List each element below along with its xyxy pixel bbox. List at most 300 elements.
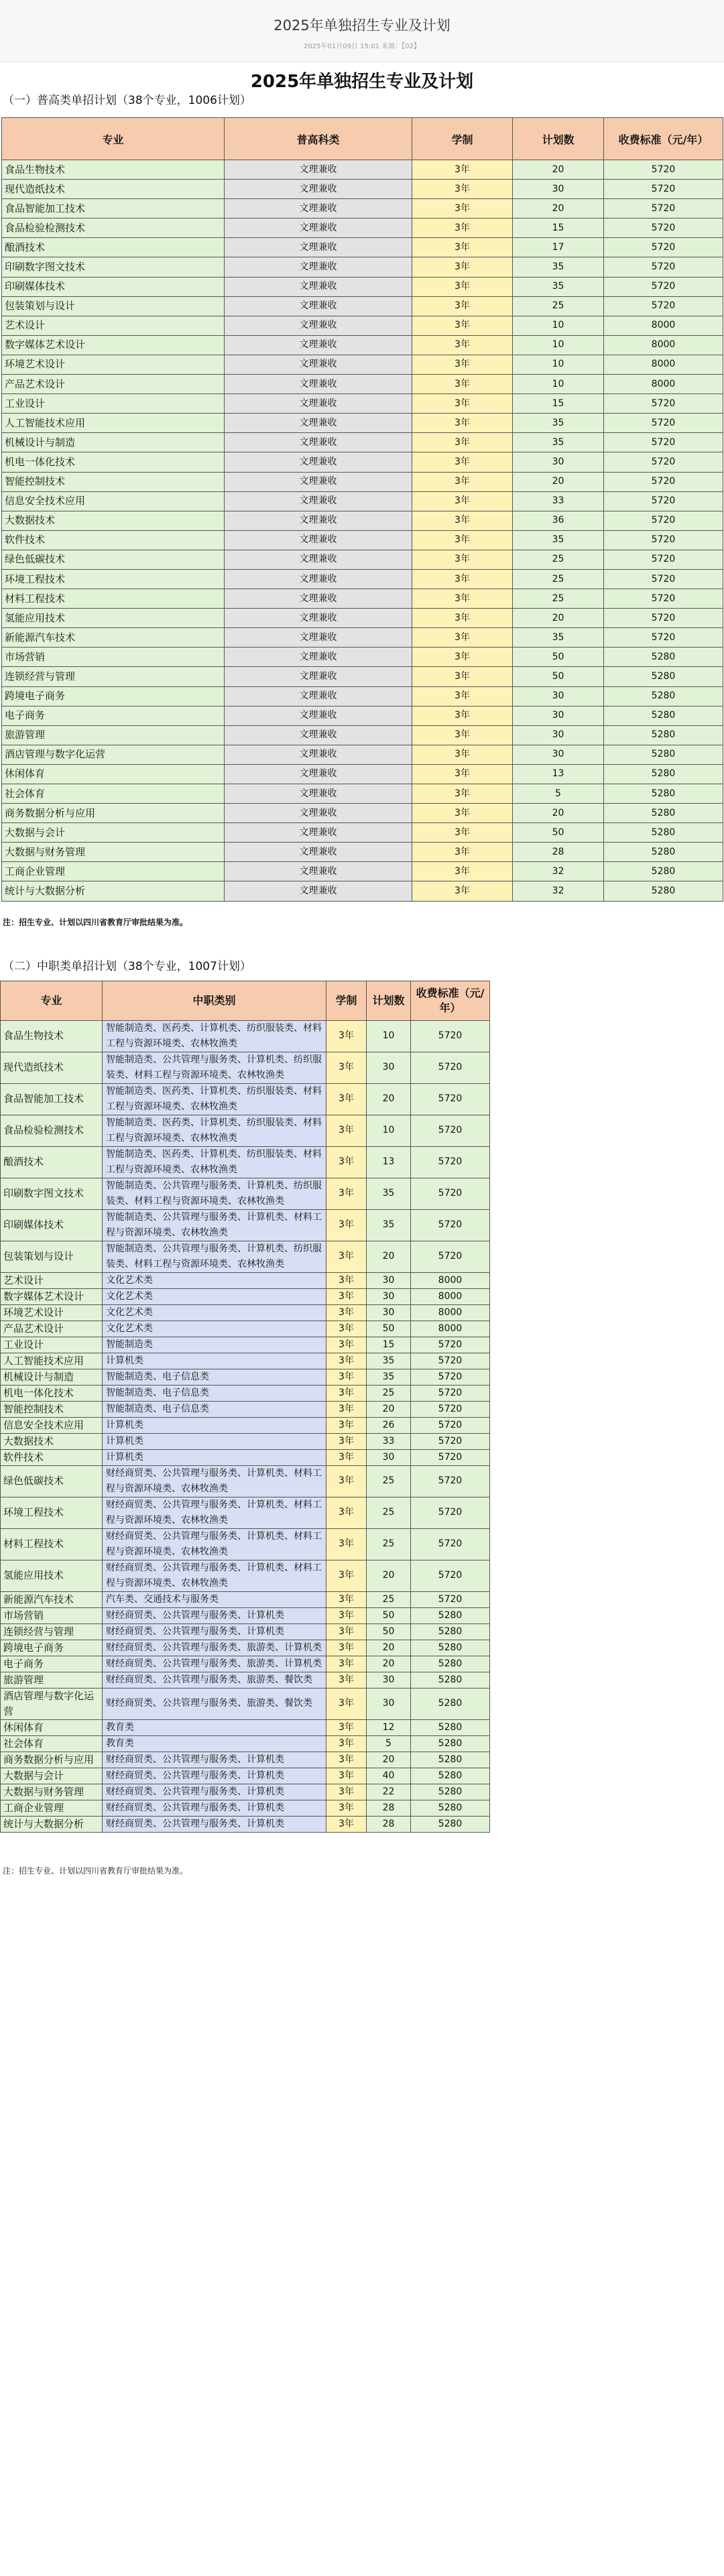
fee-cell: 5720 — [411, 1433, 490, 1449]
column-header-major: 专业 — [1, 981, 103, 1020]
fee-cell: 5720 — [604, 433, 723, 452]
category-cell: 文理兼收 — [225, 628, 412, 648]
major-cell: 酿酒技术 — [2, 238, 225, 257]
fee-cell: 5280 — [411, 1784, 490, 1800]
duration-cell: 3年 — [412, 569, 513, 589]
table-row — [2, 199, 723, 219]
quota-cell: 20 — [367, 1656, 411, 1672]
category-cell: 文理兼收 — [225, 335, 412, 355]
quota-cell: 30 — [367, 1688, 411, 1719]
category-cell: 智能制造类、电子信息类 — [103, 1385, 326, 1401]
section1-heading: （一）普高类单招计划（38个专业，1006计划） — [3, 94, 251, 107]
quota-cell: 36 — [513, 511, 604, 530]
duration-cell: 3年 — [326, 1497, 367, 1528]
quota-cell: 25 — [367, 1465, 411, 1497]
fee-cell: 5280 — [604, 764, 723, 784]
duration-cell: 3年 — [412, 238, 513, 257]
quota-cell: 15 — [513, 219, 604, 238]
fee-cell: 5280 — [411, 1719, 490, 1735]
table-row — [2, 745, 723, 764]
fee-cell: 5280 — [604, 706, 723, 725]
section2-note: 注：招生专业、计划以四川省教育厅审批结果为准。 — [3, 1865, 188, 1876]
category-cell: 文理兼收 — [225, 472, 412, 491]
category-cell: 财经商贸类、公共管理与服务类、计算机类 — [103, 1816, 326, 1832]
fee-cell: 5720 — [604, 609, 723, 628]
fee-cell: 5720 — [411, 1497, 490, 1528]
fee-cell: 5720 — [411, 1337, 490, 1353]
fee-cell: 8000 — [411, 1321, 490, 1337]
category-cell: 文化艺术类 — [103, 1321, 326, 1337]
fee-cell: 5280 — [411, 1800, 490, 1816]
duration-cell: 3年 — [412, 609, 513, 628]
category-cell: 文理兼收 — [225, 491, 412, 511]
quota-cell: 30 — [367, 1288, 411, 1304]
duration-cell: 3年 — [326, 1719, 367, 1735]
quota-cell: 20 — [513, 804, 604, 823]
category-cell: 财经商贸类、公共管理与服务类、计算机类 — [103, 1784, 326, 1800]
table-row — [2, 628, 723, 648]
table-row — [2, 160, 723, 180]
document-title: 2025年单独招生专业及计划 — [250, 72, 474, 92]
section1-note: 注：招生专业、计划以四川省教育厅审批结果为准。 — [3, 917, 188, 927]
fee-cell: 5280 — [604, 725, 723, 745]
duration-cell: 3年 — [326, 1688, 367, 1719]
quota-cell: 30 — [367, 1304, 411, 1321]
fee-cell: 5720 — [411, 1353, 490, 1369]
major-cell: 休闲体育 — [1, 1719, 103, 1735]
table-row — [1, 1020, 490, 1052]
duration-cell: 3年 — [412, 394, 513, 414]
major-cell: 信息安全技术应用 — [2, 491, 225, 511]
column-header-major: 专业 — [2, 118, 225, 160]
duration-cell: 3年 — [412, 784, 513, 804]
quota-cell: 35 — [513, 433, 604, 452]
table-row — [1, 1816, 490, 1832]
major-cell: 食品检验检测技术 — [2, 219, 225, 238]
table-row — [1, 1640, 490, 1656]
duration-cell: 3年 — [326, 1241, 367, 1272]
table-row — [2, 667, 723, 686]
duration-cell: 3年 — [326, 1052, 367, 1083]
table-row — [1, 1288, 490, 1304]
major-cell: 统计与大数据分析 — [1, 1816, 103, 1832]
category-cell: 文理兼收 — [225, 589, 412, 609]
major-cell: 电子商务 — [2, 706, 225, 725]
fee-cell: 8000 — [411, 1304, 490, 1321]
table-row — [1, 1449, 490, 1465]
category-cell: 文理兼收 — [225, 667, 412, 686]
category-cell: 文理兼收 — [225, 238, 412, 257]
major-cell: 大数据技术 — [2, 511, 225, 530]
category-cell: 文理兼收 — [225, 160, 412, 180]
duration-cell: 3年 — [326, 1752, 367, 1768]
duration-cell: 3年 — [412, 843, 513, 862]
duration-cell: 3年 — [326, 1385, 367, 1401]
quota-cell: 30 — [513, 452, 604, 472]
quota-cell: 20 — [367, 1401, 411, 1417]
quota-cell: 30 — [367, 1672, 411, 1688]
major-cell: 包装策划与设计 — [1, 1241, 103, 1272]
fee-cell: 5720 — [604, 180, 723, 199]
table-row — [2, 648, 723, 667]
category-cell: 文理兼收 — [225, 881, 412, 901]
duration-cell: 3年 — [326, 1449, 367, 1465]
fee-cell: 8000 — [411, 1288, 490, 1304]
major-cell: 工商企业管理 — [1, 1800, 103, 1816]
major-cell: 印刷媒体技术 — [1, 1209, 103, 1241]
major-cell: 跨境电子商务 — [1, 1640, 103, 1656]
quota-cell: 17 — [513, 238, 604, 257]
category-cell: 文理兼收 — [225, 823, 412, 843]
major-cell: 机电一体化技术 — [1, 1385, 103, 1401]
table-row — [1, 1752, 490, 1768]
major-cell: 市场营销 — [2, 648, 225, 667]
quota-cell: 35 — [367, 1369, 411, 1385]
major-cell: 软件技术 — [1, 1449, 103, 1465]
table-row — [1, 1560, 490, 1591]
duration-cell: 3年 — [326, 1656, 367, 1672]
major-cell: 市场营销 — [1, 1607, 103, 1623]
table-row — [1, 1241, 490, 1272]
duration-cell: 3年 — [326, 1337, 367, 1353]
quota-cell: 30 — [367, 1272, 411, 1288]
major-cell: 连锁经营与管理 — [2, 667, 225, 686]
duration-cell: 3年 — [412, 823, 513, 843]
major-cell: 社会体育 — [1, 1735, 103, 1752]
quota-cell: 50 — [513, 823, 604, 843]
category-cell: 智能制造类、医药类、计算机类、纺织服装类、材料工程与资源环境类、农林牧渔类 — [103, 1115, 326, 1146]
quota-cell: 20 — [367, 1752, 411, 1768]
duration-cell: 3年 — [326, 1353, 367, 1369]
category-cell: 文理兼收 — [225, 375, 412, 394]
category-cell: 财经商贸类、公共管理与服务类、计算机类、材料工程与资源环境类、农林牧渔类 — [103, 1497, 326, 1528]
fee-cell: 5720 — [411, 1401, 490, 1417]
fee-cell: 5280 — [604, 862, 723, 881]
major-cell: 环境工程技术 — [2, 569, 225, 589]
category-cell: 智能制造类、医药类、计算机类、纺织服装类、材料工程与资源环境类、农林牧渔类 — [103, 1146, 326, 1178]
major-cell: 数字媒体艺术设计 — [1, 1288, 103, 1304]
duration-cell: 3年 — [412, 335, 513, 355]
major-cell: 现代造纸技术 — [2, 180, 225, 199]
category-cell: 财经商贸类、公共管理与服务类、计算机类、材料工程与资源环境类、农林牧渔类 — [103, 1560, 326, 1591]
fee-cell: 8000 — [604, 335, 723, 355]
table-row — [1, 1417, 490, 1433]
fee-cell: 5720 — [604, 219, 723, 238]
major-cell: 智能控制技术 — [1, 1401, 103, 1417]
duration-cell: 3年 — [412, 219, 513, 238]
quota-cell: 25 — [367, 1497, 411, 1528]
quota-cell: 25 — [367, 1528, 411, 1560]
major-cell: 现代造纸技术 — [1, 1052, 103, 1083]
duration-cell: 3年 — [412, 296, 513, 316]
major-cell: 人工智能技术应用 — [2, 414, 225, 433]
table-row — [1, 1688, 490, 1719]
fee-cell: 5280 — [604, 745, 723, 764]
duration-cell: 3年 — [412, 472, 513, 491]
quota-cell: 10 — [367, 1115, 411, 1146]
category-cell: 文理兼收 — [225, 648, 412, 667]
quota-cell: 32 — [513, 881, 604, 901]
fee-cell: 8000 — [604, 375, 723, 394]
fee-cell: 5720 — [411, 1465, 490, 1497]
table-row — [1, 1591, 490, 1607]
major-cell: 环境工程技术 — [1, 1497, 103, 1528]
duration-cell: 3年 — [326, 1465, 367, 1497]
quota-cell: 5 — [367, 1735, 411, 1752]
fee-cell: 5720 — [411, 1528, 490, 1560]
category-cell: 文理兼收 — [225, 764, 412, 784]
column-header-category: 普高科类 — [225, 118, 412, 160]
fee-cell: 5720 — [411, 1020, 490, 1052]
major-cell: 食品智能加工技术 — [2, 199, 225, 219]
fee-cell: 5720 — [411, 1083, 490, 1115]
table-row — [2, 823, 723, 843]
table-row — [1, 1401, 490, 1417]
duration-cell: 3年 — [412, 745, 513, 764]
quota-cell: 12 — [367, 1719, 411, 1735]
major-cell: 工业设计 — [2, 394, 225, 414]
duration-cell: 3年 — [412, 433, 513, 452]
duration-cell: 3年 — [326, 1401, 367, 1417]
table-row — [1, 1385, 490, 1401]
duration-cell: 3年 — [412, 628, 513, 648]
fee-cell: 5720 — [604, 550, 723, 569]
fee-cell: 5280 — [411, 1768, 490, 1784]
category-cell: 计算机类 — [103, 1353, 326, 1369]
header-title: 2025年单独招生专业及计划 — [274, 17, 450, 34]
major-cell: 材料工程技术 — [1, 1528, 103, 1560]
major-cell: 机械设计与制造 — [1, 1369, 103, 1385]
table-row — [2, 862, 723, 881]
category-cell: 计算机类 — [103, 1417, 326, 1433]
column-header-fee: 收费标准（元/年） — [411, 981, 490, 1020]
category-cell: 文理兼收 — [225, 511, 412, 530]
table-row — [2, 452, 723, 472]
table-row — [1, 1115, 490, 1146]
major-cell: 环境艺术设计 — [1, 1304, 103, 1321]
table-row — [2, 316, 723, 335]
category-cell: 文理兼收 — [225, 745, 412, 764]
major-cell: 印刷数字图文技术 — [2, 257, 225, 277]
duration-cell: 3年 — [412, 180, 513, 199]
duration-cell: 3年 — [326, 1020, 367, 1052]
duration-cell: 3年 — [326, 1083, 367, 1115]
table-row — [1, 1623, 490, 1640]
fee-cell: 5720 — [604, 491, 723, 511]
fee-cell: 5280 — [411, 1752, 490, 1768]
header-meta: 2025年01月09日 15:01 来源：【02】 — [304, 43, 420, 50]
table-row — [2, 277, 723, 296]
quota-cell: 10 — [513, 335, 604, 355]
duration-cell: 3年 — [326, 1528, 367, 1560]
quota-cell: 20 — [367, 1640, 411, 1656]
major-cell: 信息安全技术应用 — [1, 1417, 103, 1433]
quota-cell: 10 — [513, 355, 604, 374]
category-cell: 文理兼收 — [225, 804, 412, 823]
duration-cell: 3年 — [326, 1417, 367, 1433]
quota-cell: 50 — [367, 1321, 411, 1337]
category-cell: 财经商贸类、公共管理与服务类、计算机类 — [103, 1800, 326, 1816]
table-row — [2, 784, 723, 804]
quota-cell: 35 — [367, 1209, 411, 1241]
category-cell: 文理兼收 — [225, 180, 412, 199]
fee-cell: 5280 — [604, 667, 723, 686]
fee-cell: 5720 — [604, 452, 723, 472]
table-row — [1, 1369, 490, 1385]
category-cell: 财经商贸类、公共管理与服务类、计算机类 — [103, 1768, 326, 1784]
category-cell: 文理兼收 — [225, 452, 412, 472]
fee-cell: 5720 — [411, 1417, 490, 1433]
table-row — [1, 1146, 490, 1178]
column-header-category: 中职类别 — [103, 981, 326, 1020]
quota-cell: 10 — [513, 375, 604, 394]
category-cell: 文化艺术类 — [103, 1288, 326, 1304]
category-cell: 财经商贸类、公共管理与服务类、计算机类、材料工程与资源环境类、农林牧渔类 — [103, 1465, 326, 1497]
fee-cell: 5280 — [604, 648, 723, 667]
quota-cell: 25 — [513, 569, 604, 589]
fee-cell: 5720 — [411, 1178, 490, 1209]
table-row — [1, 1321, 490, 1337]
quota-cell: 32 — [513, 862, 604, 881]
major-cell: 艺术设计 — [2, 316, 225, 335]
category-cell: 文理兼收 — [225, 725, 412, 745]
quota-cell: 28 — [513, 843, 604, 862]
column-header-quota: 计划数 — [513, 118, 604, 160]
fee-cell: 5280 — [411, 1688, 490, 1719]
duration-cell: 3年 — [326, 1272, 367, 1288]
category-cell: 文化艺术类 — [103, 1272, 326, 1288]
quota-cell: 50 — [513, 667, 604, 686]
quota-cell: 30 — [367, 1449, 411, 1465]
column-header-duration: 学制 — [412, 118, 513, 160]
category-cell: 智能制造类、公共管理与服务类、计算机类、纺织服装类、材料工程与资源环境类、农林牧渔类 — [103, 1241, 326, 1272]
quota-cell: 20 — [367, 1083, 411, 1115]
major-cell: 绿色低碳技术 — [2, 550, 225, 569]
duration-cell: 3年 — [412, 706, 513, 725]
table-row — [2, 804, 723, 823]
table-row — [2, 511, 723, 530]
major-cell: 电子商务 — [1, 1656, 103, 1672]
category-cell: 文理兼收 — [225, 784, 412, 804]
fee-cell: 5720 — [411, 1449, 490, 1465]
duration-cell: 3年 — [412, 316, 513, 335]
table-row — [2, 414, 723, 433]
duration-cell: 3年 — [412, 550, 513, 569]
quota-cell: 40 — [367, 1768, 411, 1784]
fee-cell: 5280 — [604, 823, 723, 843]
category-cell: 计算机类 — [103, 1449, 326, 1465]
fee-cell: 5720 — [411, 1385, 490, 1401]
major-cell: 智能控制技术 — [2, 472, 225, 491]
major-cell: 酒店管理与数字化运营 — [2, 745, 225, 764]
duration-cell: 3年 — [326, 1433, 367, 1449]
major-cell: 环境艺术设计 — [2, 355, 225, 374]
duration-cell: 3年 — [412, 804, 513, 823]
quota-cell: 35 — [513, 414, 604, 433]
table-row — [1, 1497, 490, 1528]
table-row — [2, 375, 723, 394]
table-header-row — [2, 118, 723, 160]
major-cell: 大数据与财务管理 — [2, 843, 225, 862]
quota-cell: 33 — [513, 491, 604, 511]
duration-cell: 3年 — [326, 1768, 367, 1784]
fee-cell: 5720 — [411, 1146, 490, 1178]
major-cell: 产品艺术设计 — [1, 1321, 103, 1337]
column-header-fee: 收费标准（元/年） — [604, 118, 723, 160]
quota-cell: 25 — [513, 589, 604, 609]
category-cell: 财经商贸类、公共管理与服务类、旅游类、餐饮类 — [103, 1688, 326, 1719]
table-row — [1, 1735, 490, 1752]
quota-cell: 13 — [367, 1146, 411, 1178]
quota-cell: 20 — [513, 199, 604, 219]
category-cell: 汽车类、交通技术与服务类 — [103, 1591, 326, 1607]
fee-cell: 5720 — [604, 160, 723, 180]
fee-cell: 5280 — [411, 1735, 490, 1752]
table-row — [2, 569, 723, 589]
fee-cell: 5280 — [411, 1816, 490, 1832]
quota-cell: 15 — [513, 394, 604, 414]
column-header-duration: 学制 — [326, 981, 367, 1020]
duration-cell: 3年 — [412, 414, 513, 433]
fee-cell: 5720 — [604, 296, 723, 316]
category-cell: 文理兼收 — [225, 316, 412, 335]
fee-cell: 8000 — [604, 355, 723, 374]
major-cell: 商务数据分析与应用 — [1, 1752, 103, 1768]
table-row — [2, 706, 723, 725]
category-cell: 文理兼收 — [225, 843, 412, 862]
section2-heading: （二）中职类单招计划（38个专业，1007计划） — [3, 959, 251, 973]
fee-cell: 5720 — [604, 277, 723, 296]
duration-cell: 3年 — [326, 1800, 367, 1816]
category-cell: 财经商贸类、公共管理与服务类、旅游类、计算机类 — [103, 1656, 326, 1672]
table-row — [2, 219, 723, 238]
table-row — [1, 1656, 490, 1672]
major-cell: 包装策划与设计 — [2, 296, 225, 316]
fee-cell: 5280 — [411, 1656, 490, 1672]
table-row — [1, 1337, 490, 1353]
major-cell: 新能源汽车技术 — [2, 628, 225, 648]
major-cell: 工商企业管理 — [2, 862, 225, 881]
table-body — [1, 1020, 490, 1832]
duration-cell: 3年 — [412, 648, 513, 667]
table-row — [2, 589, 723, 609]
quota-cell: 15 — [367, 1337, 411, 1353]
fee-cell: 5280 — [604, 843, 723, 862]
category-cell: 文理兼收 — [225, 609, 412, 628]
major-cell: 氢能应用技术 — [1, 1560, 103, 1591]
duration-cell: 3年 — [326, 1209, 367, 1241]
duration-cell: 3年 — [412, 862, 513, 881]
category-cell: 智能制造类 — [103, 1337, 326, 1353]
fee-cell: 5280 — [604, 804, 723, 823]
table-row — [1, 1719, 490, 1735]
table-row — [2, 491, 723, 511]
vocational-plan-table — [0, 981, 490, 1833]
major-cell: 跨境电子商务 — [2, 686, 225, 706]
fee-cell: 5720 — [411, 1209, 490, 1241]
duration-cell: 3年 — [326, 1321, 367, 1337]
category-cell: 智能制造类、医药类、计算机类、纺织服装类、材料工程与资源环境类、农林牧渔类 — [103, 1083, 326, 1115]
category-cell: 文理兼收 — [225, 394, 412, 414]
table-row — [1, 1800, 490, 1816]
table-row — [2, 725, 723, 745]
fee-cell: 5720 — [411, 1241, 490, 1272]
fee-cell: 5280 — [604, 881, 723, 901]
quota-cell: 10 — [513, 316, 604, 335]
fee-cell: 5280 — [411, 1640, 490, 1656]
quota-cell: 35 — [513, 257, 604, 277]
fee-cell: 5720 — [411, 1115, 490, 1146]
